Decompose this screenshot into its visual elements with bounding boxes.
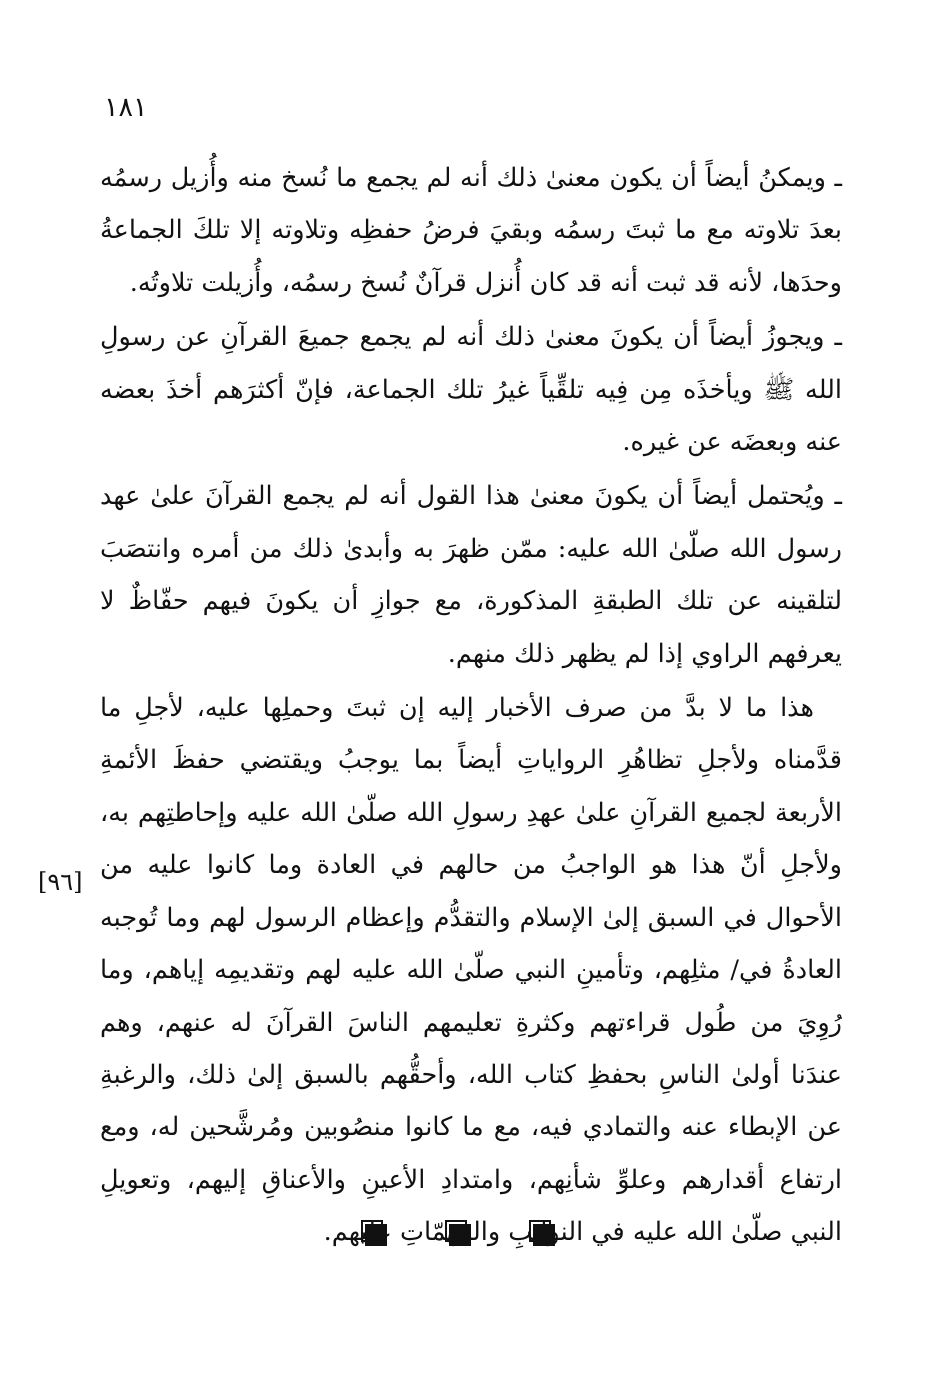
paragraph-2: ـ ويجوزُ أيضاً أن يكونَ معنىٰ ذلك أنه لم يجمع جميعَ القرآنِ عن رسولِ الله ﷺ ويأخذَه مِن فِيه تلقِّياً غيرُ تلك الجماعة، فإنّ أكثرَهم أخذَ بعضه عنه وبعضَه عن غيره. xyxy=(100,322,842,458)
square-box-icon xyxy=(529,1220,551,1242)
square-box-icon xyxy=(361,1220,383,1242)
paragraph-1: ـ ويمكنُ أيضاً أن يكون معنىٰ ذلك أنه لم يجمع ما نُسخ منه وأُزيل رسمُه بعدَ تلاوته مع ما ثبتَ رسمُه وبقيَ فرضُ حفظِه وتلاوته إلا تلكَ الجماعةُ وحدَها، لأنه قد ثبت أنه قد كان أُنزل قرآنٌ نُسخ رسمُه، وأُزيلت تلاوتُه. xyxy=(100,163,842,298)
paragraph-4: هذا ما لا بدَّ من صرف الأخبار إليه إن ثبتَ وحملِها عليه، لأجلِ ما قدَّمناه ولأجلِ تظاهُرِ الرواياتِ أيضاً بما يوجبُ ويقتضي حفظَ الأئمةِ الأربعة لجميع القرآنِ علىٰ عهدِ رسولِ الله صلّىٰ الله عليه وإحاطتِهم به، ولأجلِ أنّ هذا هو الواجبُ من حالهم في العادة وما كانوا عليه من الأحوال في السبق إلىٰ الإسلام والتقدُّم وإعظام الرسول لهم وما تُوجبه العادةُ في/ مثلِهم، وتأمينِ النبي صلّىٰ الله عليه لهم وتقديمِه إياهم، وما رُوِيَ من طُول قراءتهم وكثرةِ تعليمهم الناسَ القرآنَ له عنهم، وهم عندَنا أولىٰ الناسِ بحفظِ كتاب الله، وأحقُّهم بالسبق إلىٰ ذلك، والرغبةِ عن الإبطاء عنه والتمادي فيه، مع ما كانوا منصُوبين ومُرشَّحين له، ومع ارتفاع أقدارهم وعلوِّ شأنِهم، وامتدادِ الأعينِ والأعناقِ إليهم، وتعويلِ النبي صلّىٰ الله عليه في النوائبِ والمهمّاتِ عليهم. xyxy=(100,693,842,1248)
page-number: ١٨١ xyxy=(104,92,148,123)
margin-folio-reference: [٩٦] xyxy=(38,868,83,896)
square-box-icon xyxy=(445,1220,467,1242)
body-text xyxy=(100,152,842,1259)
section-end-marks xyxy=(361,1220,551,1242)
paragraph-3: ـ ويُحتمل أيضاً أن يكونَ معنىٰ هذا القول أنه لم يجمع القرآنَ علىٰ عهد رسول الله صلّىٰ الله عليه: ممّن ظهرَ به وأبدىٰ ذلك من أمره وانتصَبَ لتلقينه عن تلك الطبقةِ المذكورة، مع جوازِ أن يكونَ فيهم حفّاظٌ لا يعرفهم الراوي إذا لم يظهر ذلك منهم. xyxy=(100,481,842,669)
